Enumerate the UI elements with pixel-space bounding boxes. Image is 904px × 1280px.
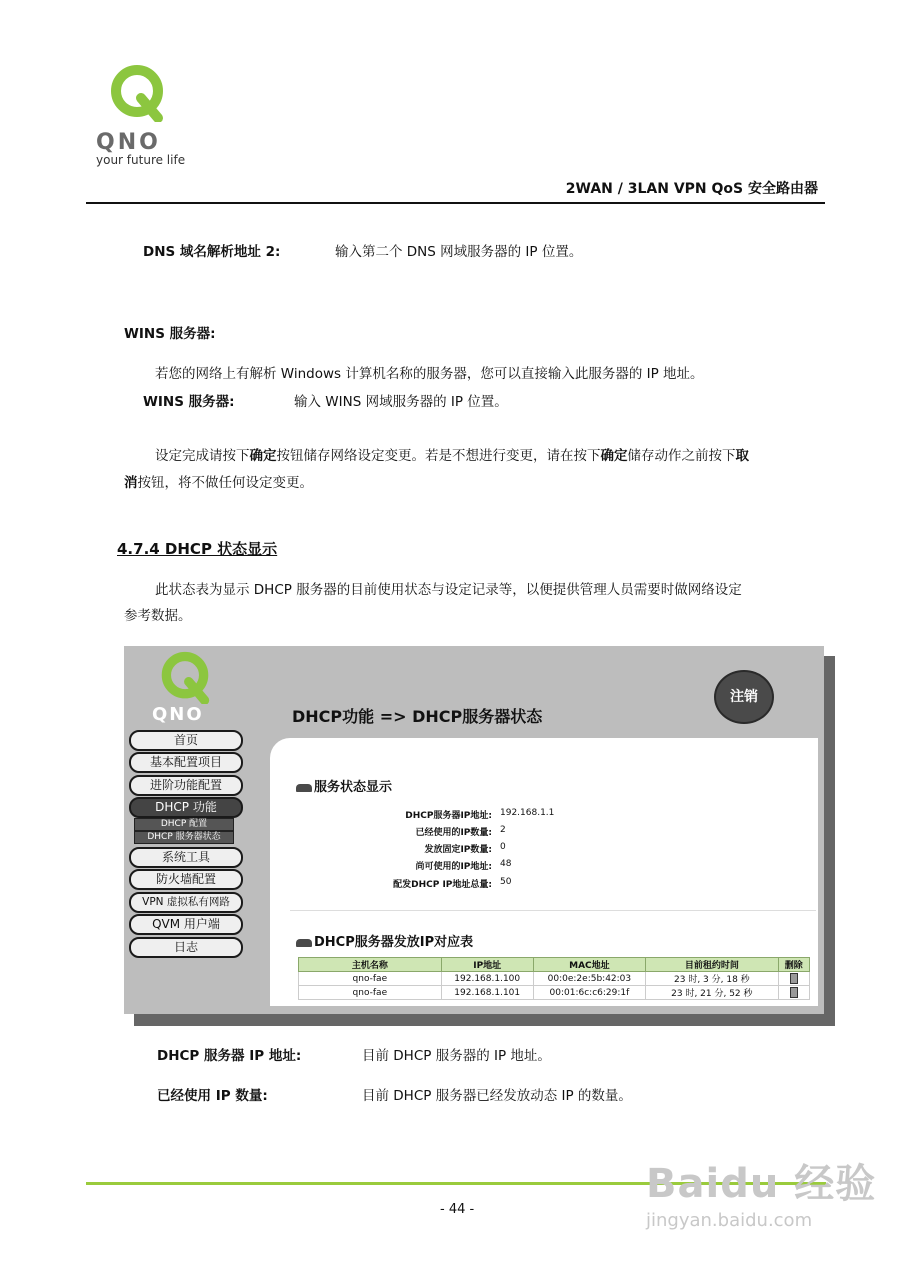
table-row (299, 972, 810, 986)
ip-cell: 192.168.1.101 (441, 986, 533, 1000)
confirm-paragraph-line1 (155, 444, 749, 464)
router-screenshot (124, 646, 824, 1014)
column-header: 目前租约时间 (646, 958, 779, 972)
status-value: 2 (500, 825, 506, 835)
used-ip-desc: 目前 DHCP 服务器已经发放动态 IP 的数量。 (362, 1088, 632, 1104)
lease-table-heading (296, 931, 473, 950)
nav-firewall[interactable]: 防火墙配置 (129, 869, 243, 890)
page-number: - 44 - (440, 1202, 475, 1217)
dhcp-ip-label: DHCP 服务器 IP 地址: (157, 1048, 302, 1064)
section-paragraph-line2: 参考数据。 (124, 608, 192, 624)
section-title: 4.7.4 DHCP 状态显示 (117, 540, 278, 558)
dhcp-ip-desc: 目前 DHCP 服务器的 IP 地址。 (362, 1048, 551, 1064)
wins-desc: 输入 WINS 网域服务器的 IP 位置。 (294, 394, 508, 410)
column-header: 主机名称 (299, 958, 442, 972)
status-label: 尚可使用的IP地址: (415, 862, 492, 872)
text-span: 按钮，将不做任何设定变更。 (137, 475, 313, 491)
dns2-row (143, 240, 280, 260)
bold-span: 确定 (249, 448, 277, 464)
status-value: 0 (500, 842, 506, 852)
status-heading-text: 服务状态显示 (314, 780, 393, 795)
nav-system-tools[interactable]: 系统工具 (129, 847, 243, 868)
logo-tagline: your future life (96, 153, 186, 167)
status-label: 配发DHCP IP地址总量: (393, 880, 492, 890)
status-label: 已经使用的IP数量: (415, 828, 492, 838)
table-header-row (299, 958, 810, 972)
section-bullet-icon (296, 939, 312, 947)
lease-table (298, 957, 810, 1000)
delete-cell (778, 972, 809, 986)
screenshot-title: DHCP功能 => DHCP服务器状态 (292, 707, 543, 726)
nav-home[interactable]: 首页 (129, 730, 243, 751)
bold-span: 取 (735, 448, 749, 464)
lease-cell: 23 时, 3 分, 18 秒 (646, 972, 779, 986)
mac-cell: 00:01:6c:c6:29:1f (533, 986, 645, 1000)
baidu-watermark: Baidu 经验 (646, 1161, 877, 1207)
column-header: MAC地址 (533, 958, 645, 972)
status-value: 50 (500, 877, 512, 887)
status-label: DHCP服务器IP地址: (405, 811, 492, 821)
bold-span: 消 (124, 475, 138, 491)
baidu-watermark-url: jingyan.baidu.com (646, 1210, 813, 1231)
column-header: IP地址 (441, 958, 533, 972)
text-span: 设定完成请按下 (155, 448, 250, 464)
dns2-desc: 输入第二个 DNS 网域服务器的 IP 位置。 (335, 244, 583, 260)
status-value: 48 (500, 859, 512, 869)
subnav-dhcp-status[interactable]: DHCP 服务器状态 (134, 831, 234, 844)
screenshot-logo-icon (158, 650, 212, 704)
lease-cell: 23 时, 21 分, 52 秒 (646, 986, 779, 1000)
qno-logo-icon (108, 64, 166, 122)
wins-paragraph: 若您的网络上有解析 Windows 计算机名称的服务器，您可以直接输入此服务器的 IP 地址。 (155, 366, 704, 382)
column-header: 删除 (778, 958, 809, 972)
lease-table-heading-text: DHCP服务器发放IP对应表 (314, 935, 474, 950)
wins-heading: WINS 服务器: (124, 326, 216, 342)
subnav-dhcp-config[interactable]: DHCP 配置 (134, 818, 234, 831)
used-ip-label: 已经使用 IP 数量: (157, 1088, 268, 1104)
bold-span: 确定 (600, 448, 628, 464)
section-bullet-icon (296, 784, 312, 792)
status-heading (296, 776, 392, 795)
ip-cell: 192.168.1.100 (441, 972, 533, 986)
trash-icon[interactable] (790, 973, 798, 984)
wins-label: WINS 服务器: (143, 394, 235, 410)
table-row (299, 986, 810, 1000)
confirm-paragraph-line2 (124, 471, 313, 491)
nav-dhcp[interactable]: DHCP 功能 (129, 797, 243, 818)
host-cell: qno-fae (299, 986, 442, 1000)
status-value: 192.168.1.1 (500, 808, 555, 818)
status-label: 发放固定IP数量: (424, 845, 492, 855)
logo-text: QNO (96, 130, 161, 155)
mac-cell: 00:0e:2e:5b:42:03 (533, 972, 645, 986)
nav-basic-config[interactable]: 基本配置项目 (129, 752, 243, 773)
screenshot-logo-text: QNO (152, 704, 204, 725)
text-span: 储存动作之前按下 (627, 448, 736, 464)
section-paragraph-line1: 此状态表为显示 DHCP 服务器的目前使用状态与设定记录等，以便提供管理人员需要时做网络设定 (155, 582, 742, 598)
host-cell: qno-fae (299, 972, 442, 986)
nav-vpn[interactable]: VPN 虚拟私有网路 (129, 892, 243, 913)
trash-icon[interactable] (790, 987, 798, 998)
delete-cell (778, 986, 809, 1000)
nav-qvm[interactable]: QVM 用户端 (129, 914, 243, 935)
divider (290, 910, 816, 911)
header-rule (86, 202, 825, 204)
nav-log[interactable]: 日志 (129, 937, 243, 958)
document-title: 2WAN / 3LAN VPN QoS 安全路由器 (565, 181, 818, 197)
logout-button[interactable]: 注销 (714, 670, 774, 724)
text-span: 按钮储存网络设定变更。若是不想进行变更，请在按下 (276, 448, 601, 464)
nav-advanced-config[interactable]: 进阶功能配置 (129, 775, 243, 796)
dns2-label: DNS 域名解析地址 2: (143, 244, 281, 260)
